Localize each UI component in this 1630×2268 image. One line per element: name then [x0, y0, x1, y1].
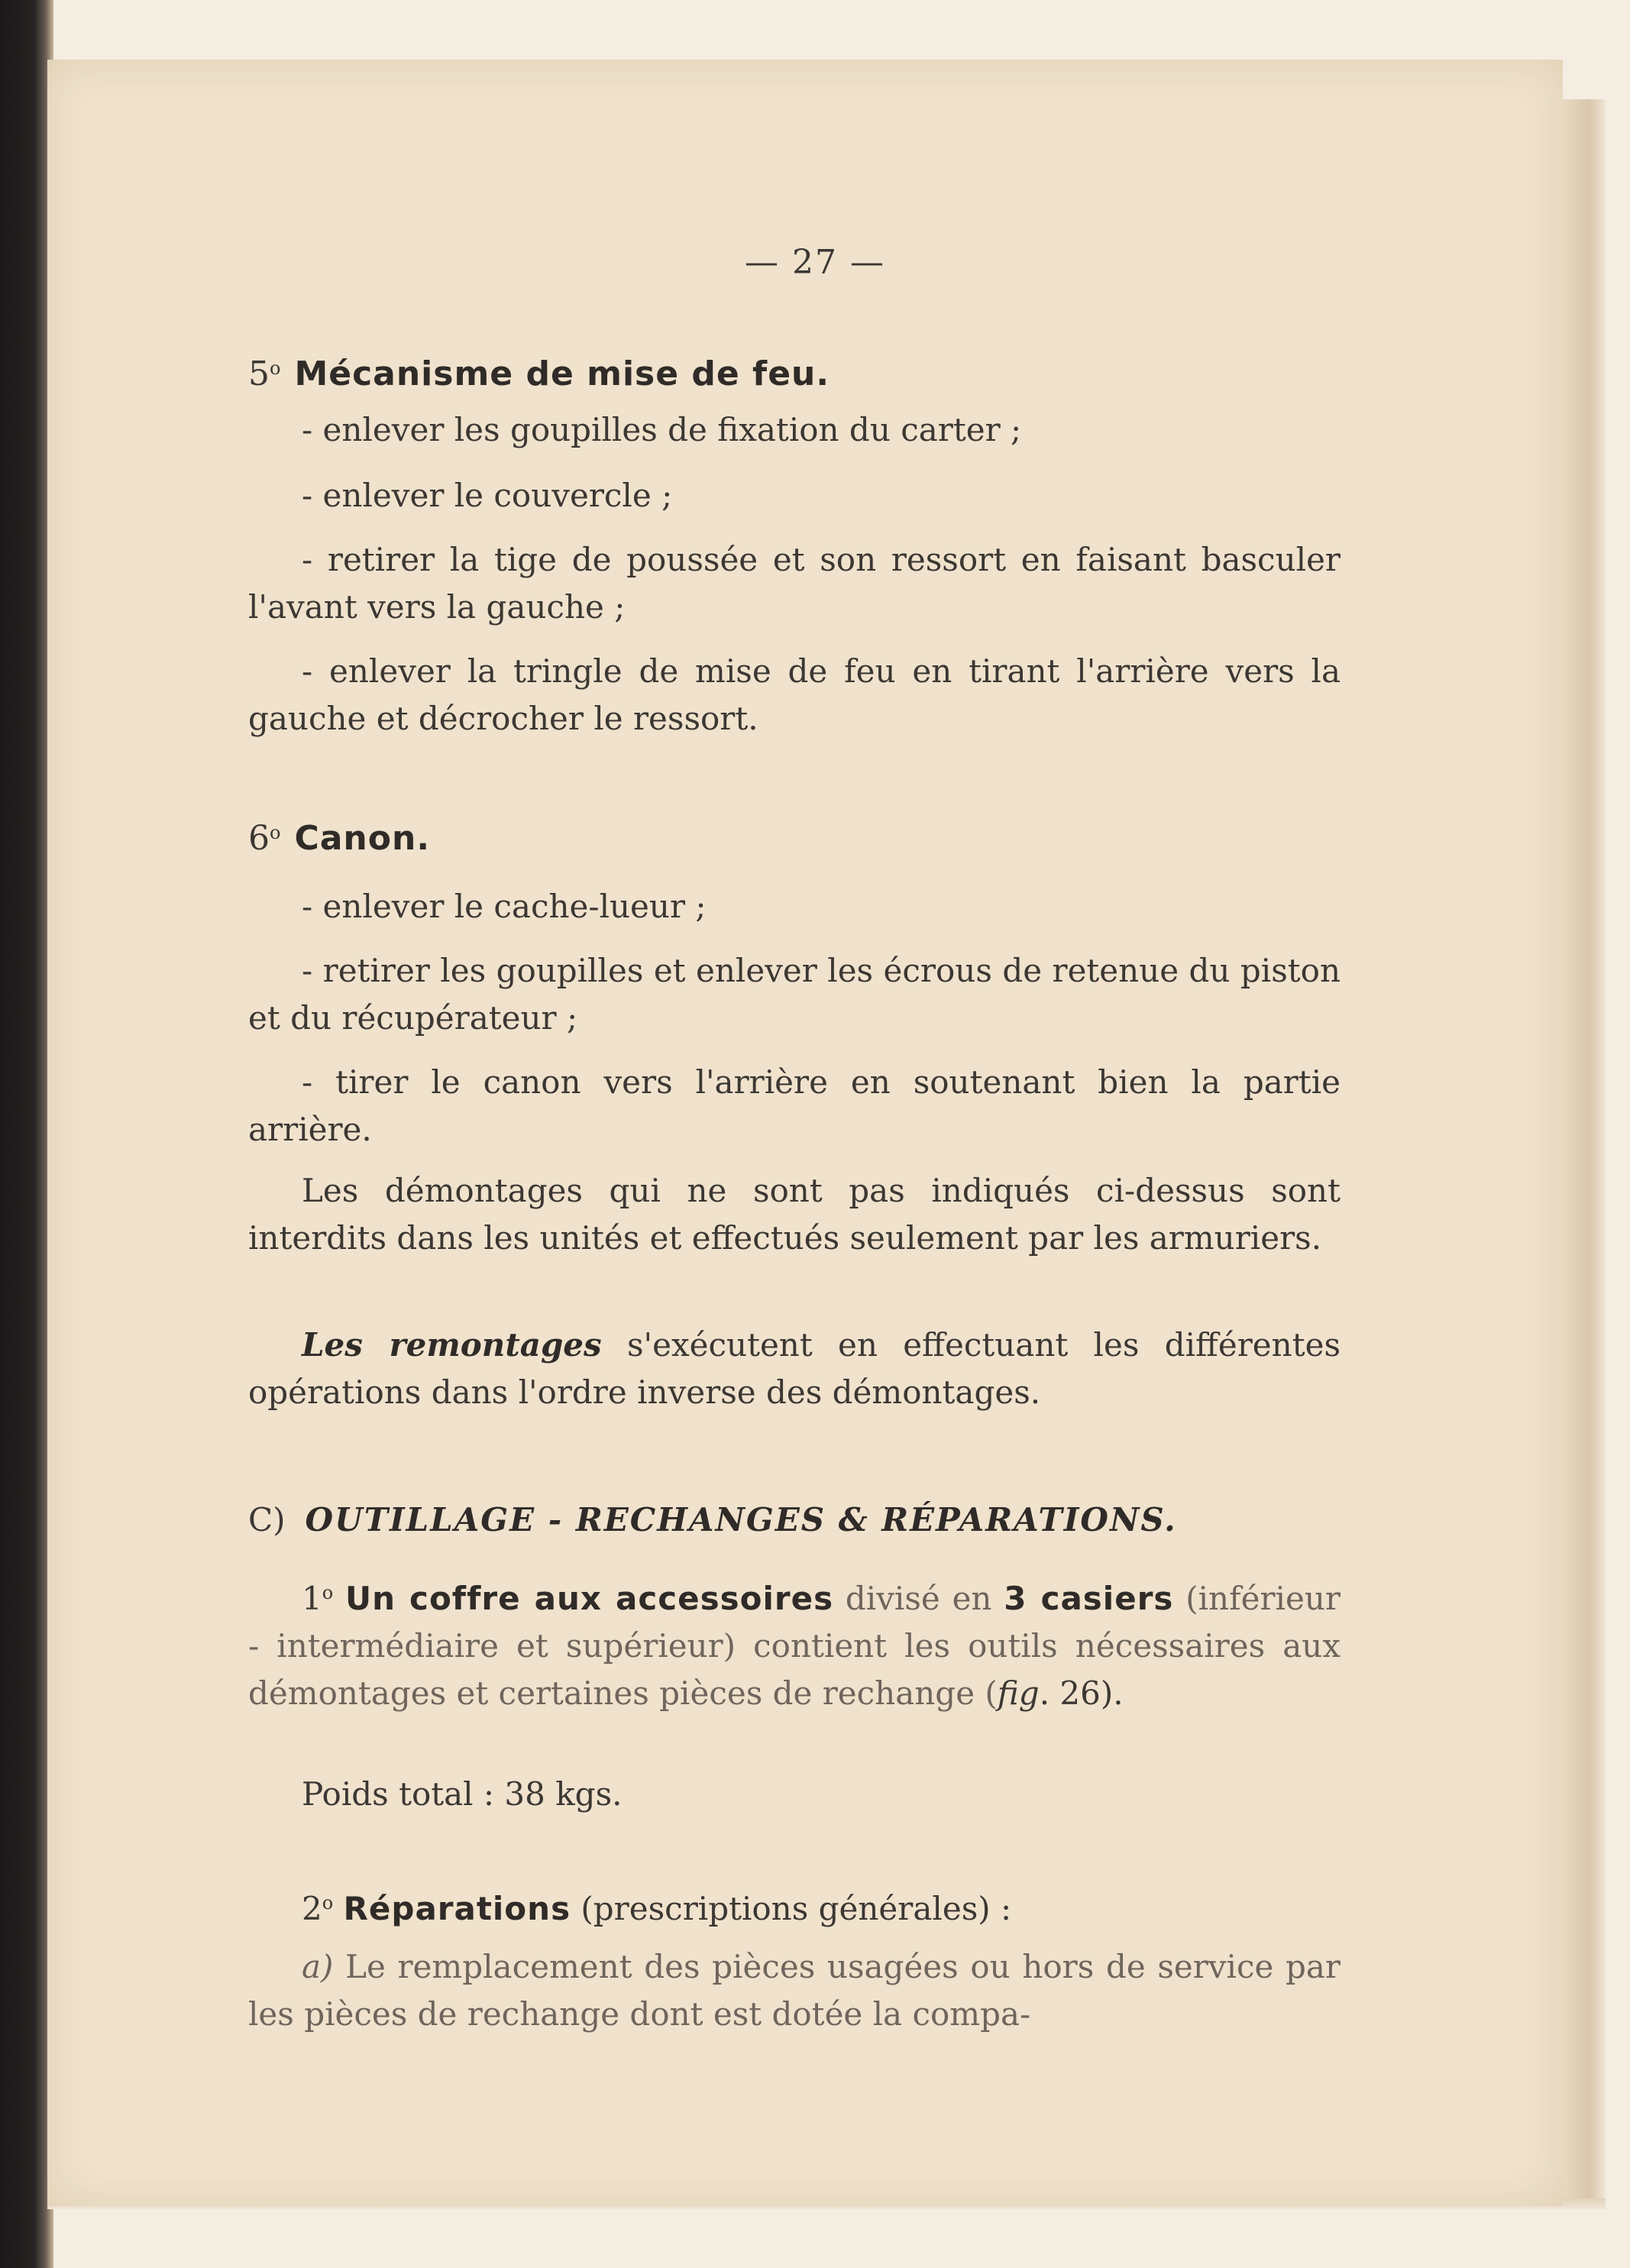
item-1-text-a: divisé en [833, 1580, 1004, 1617]
item-2-sub-text: Le remplacement des pièces usagées ou hors de service par les pièces de rechange dont est dotée la compa- [248, 1948, 1341, 2033]
section-5-title: Mécanisme de mise de feu. [294, 354, 830, 393]
section-5-item-3: - retirer la tige de poussée et son ressort en faisant basculer l'avant vers la gauche ; [248, 541, 1341, 626]
item-2-heading [248, 1879, 1341, 1933]
demontages-paragraph: Les démontages qui ne sont pas indiqués ci-dessus sont interdits dans les unités et effectués seulement par les armuriers. [248, 1172, 1341, 1257]
section-c-heading [248, 1497, 1177, 1543]
item-1-text-b: (inférieur - intermédiaire et supérieur) contient les outils nécessaires aux démontages et certaines pièces de rechange ( [248, 1580, 1341, 1712]
item-2-lead: Réparations [343, 1890, 571, 1927]
section-6-heading [248, 810, 430, 862]
section-c-title: OUTILLAGE - RECHANGES & RÉPARATIONS. [305, 1501, 1177, 1538]
section-c-label: C) [248, 1501, 286, 1538]
section-6-number: 6$^o$ [248, 819, 281, 858]
item-1-weight: Poids total : 38 kgs. [302, 1775, 623, 1813]
item-1-lead: Un coffre aux accessoires [344, 1580, 834, 1617]
section-6-item-2: - retirer les goupilles et enlever les écrous de retenue du piston et du récupérateur ; [248, 952, 1341, 1037]
section-5-number: 5$^o$ [248, 354, 281, 393]
section-5-item-2: - enlever le couvercle ; [302, 477, 673, 514]
page-number: — 27 — [745, 243, 885, 282]
section-5-item-1: - enlever les goupilles de fixation du carter ; [302, 411, 1022, 448]
section-6-item-3: - tirer le canon vers l'arrière en soutenant bien la partie arrière. [248, 1063, 1341, 1148]
item-2-number: 2$^o$ [302, 1890, 334, 1927]
item-1-casiers: 3 casiers [1004, 1580, 1174, 1617]
item-1-number: 1$^o$ [302, 1580, 334, 1617]
remontages-rest: s'exécutent en effectuant les différentes opérations dans l'ordre inverse des démontages. [248, 1326, 1341, 1411]
section-6-title: Canon. [294, 819, 431, 858]
item-2-sub-a [248, 1943, 1341, 2038]
item-2-sub-label: a) [302, 1948, 334, 1985]
section-5-item-4: - enlever la tringle de mise de feu en tirant l'arrière vers la gauche et décrocher le ressort. [248, 652, 1341, 737]
item-1-fig-ref: . 26). [1039, 1674, 1124, 1712]
book-binding [0, 0, 53, 2268]
item-2-text: (prescriptions générales) : [571, 1890, 1012, 1927]
remontages-lead: Les remontages [302, 1326, 602, 1364]
item-1-fig-label: fig [997, 1674, 1040, 1712]
section-5-heading [248, 345, 830, 397]
remontages-paragraph [248, 1322, 1341, 1416]
item-1-paragraph [248, 1569, 1341, 1717]
section-6-item-1: - enlever le cache-lueur ; [302, 888, 707, 925]
